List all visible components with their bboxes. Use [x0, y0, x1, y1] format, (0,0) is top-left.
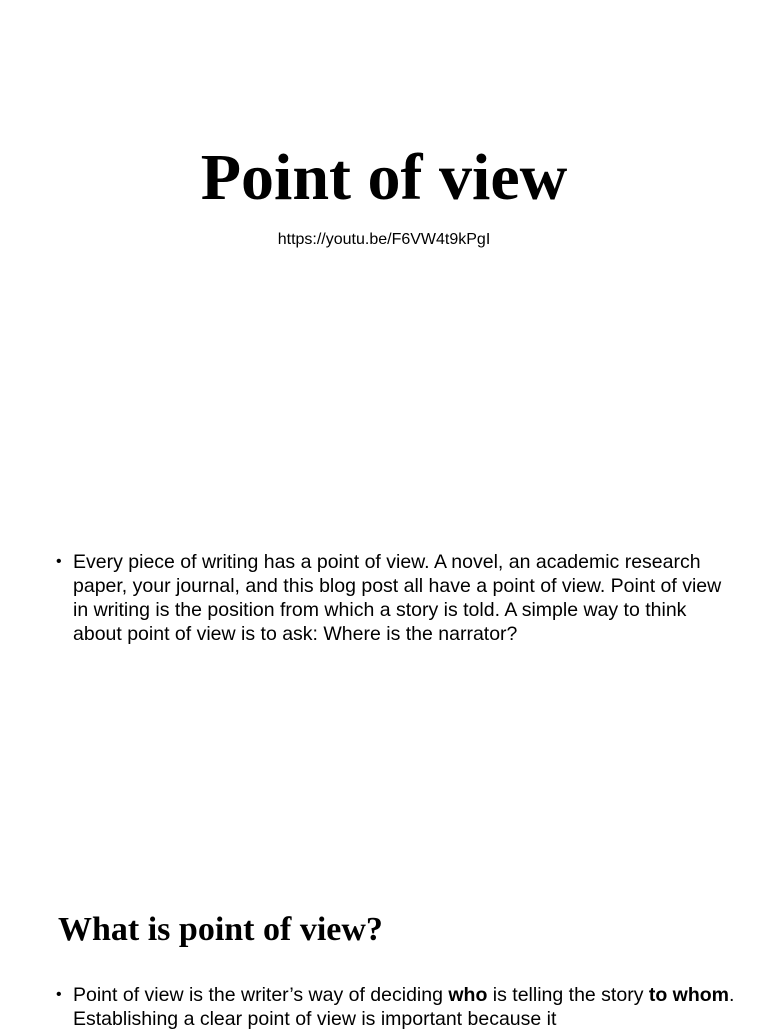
bullet-emphasis: who — [448, 984, 488, 1006]
bullet-list — [56, 550, 736, 646]
bullet-text-part: is telling the story — [487, 984, 649, 1006]
bullet-text: Every piece of writing has a point of view. A novel, an academic research paper, your journal, and this blog post all have a point of view. Point of view in writing is the position from which a story is told. A simple way to think about point of view is to ask: Where is the narrator? — [73, 551, 722, 645]
section-heading: What is point of view? — [58, 911, 383, 948]
list-item — [56, 550, 736, 646]
title-slide — [0, 0, 768, 480]
video-link[interactable]: https://youtu.be/F6VW4t9kPgI — [277, 231, 491, 248]
bullet-icon: • — [56, 553, 62, 570]
bullet-text-part: . Establishing a clear point of view is important because it — [73, 984, 735, 1030]
slide-title: Point of view — [200, 141, 568, 214]
bullet-text-part: Point of view is the writer’s way of deciding — [73, 984, 449, 1006]
bullet-emphasis: to whom — [648, 984, 730, 1006]
bullet-icon: • — [56, 986, 62, 1003]
